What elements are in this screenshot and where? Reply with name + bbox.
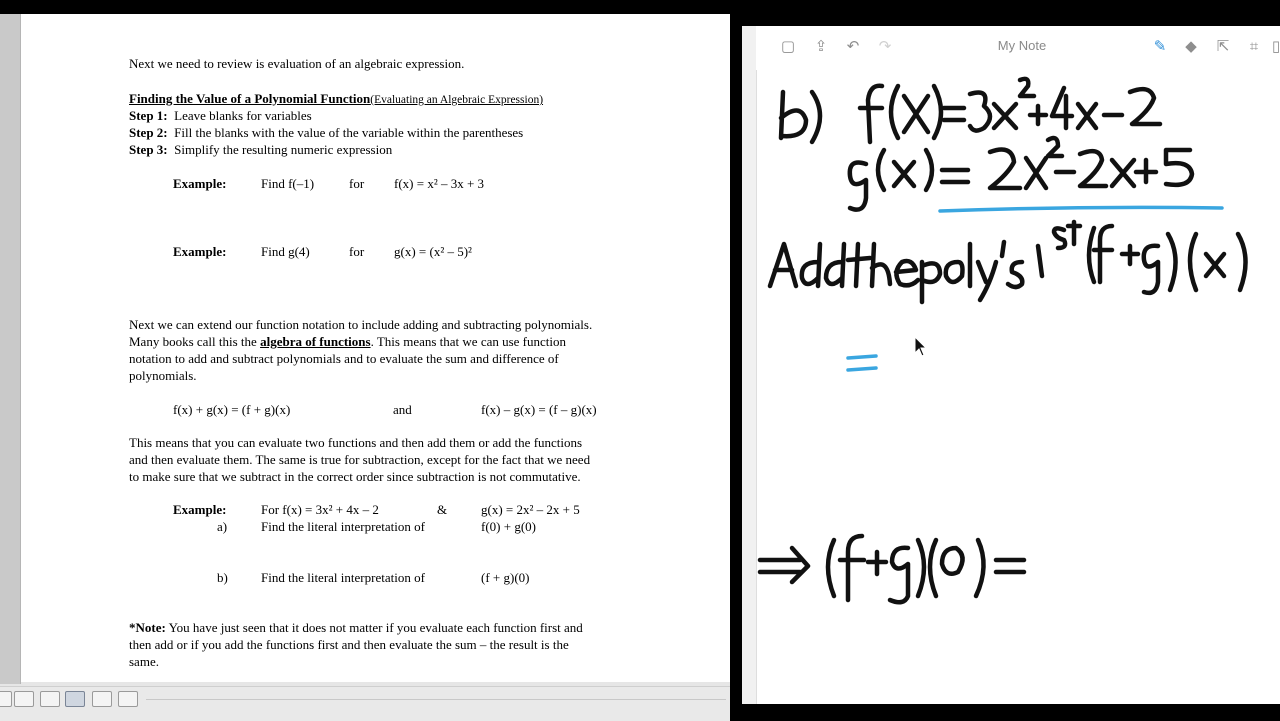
example-function: g(x) = (x² – 5)² [394, 244, 472, 259]
pen-icon[interactable]: ✎ [1153, 37, 1167, 55]
example-for: for [349, 244, 365, 259]
example-for: for [349, 176, 365, 191]
ink-accent-marks [848, 207, 1222, 370]
paragraph-line: polynomials. [129, 368, 197, 383]
panel-icon[interactable]: ▯ [1271, 37, 1280, 55]
ink-b-label [781, 92, 820, 142]
ink-equals [848, 356, 876, 370]
note-line: then add or if you add the functions first and then evaluate the sum – the result is the [129, 637, 569, 652]
share-icon[interactable]: ⇪ [814, 37, 828, 55]
part-b-text: Find the literal interpretation of [261, 570, 425, 585]
and-word: and [393, 402, 412, 417]
crop-icon[interactable]: ⌗ [1249, 37, 1259, 55]
part-b-expression: (f + g)(0) [481, 570, 530, 585]
pages-icon[interactable]: ▢ [780, 37, 796, 55]
paragraph-line: This means that you can evaluate two functions and then add them or add the functions [129, 435, 583, 450]
example-label: Example: [173, 176, 227, 191]
example-label: Example: [173, 502, 227, 517]
ink-f-definition [860, 79, 1160, 142]
part-b-label: b) [217, 570, 228, 585]
ink-add-polys [770, 222, 1246, 302]
ink-underline [940, 207, 1222, 211]
paragraph-line: and then evaluate them. The same is true for subtraction, except for the fact that we need [129, 452, 591, 467]
section-heading: Finding the Value of a Polynomial Function(Evaluating an Algebraic Expression) [129, 91, 544, 106]
mouse-cursor-icon [914, 336, 928, 358]
step-2: Step 2: Fill the blanks with the value of the variable within the parentheses [129, 125, 524, 140]
step-1: Step 1: Leave blanks for variables [129, 108, 312, 123]
ampersand: & [437, 502, 448, 517]
example-for-f: For f(x) = 3x² + 4x – 2 [261, 502, 379, 517]
undo-icon[interactable]: ↶ [846, 37, 860, 55]
difference-formula: f(x) – g(x) = (f – g)(x) [481, 402, 597, 417]
redo-icon[interactable]: ↷ [878, 37, 892, 55]
sum-formula: f(x) + g(x) = (f + g)(x) [173, 402, 291, 417]
example-label: Example: [173, 244, 227, 259]
part-a-expression: f(0) + g(0) [481, 519, 536, 534]
paragraph-line: Next we can extend our function notation to include adding and subtracting polynomials. [129, 317, 593, 332]
intro-line: Next we need to review is evaluation of an algebraic expression. [129, 56, 465, 71]
example-find: Find f(–1) [261, 176, 315, 191]
eraser-icon[interactable]: ◆ [1185, 37, 1197, 55]
example-function: f(x) = x² – 3x + 3 [394, 176, 485, 191]
part-a-text: Find the literal interpretation of [261, 519, 425, 534]
example-g: g(x) = 2x² – 2x + 5 [481, 502, 580, 517]
ink-evaluate [760, 536, 1024, 602]
note-line: same. [129, 654, 159, 669]
note-title: My Note [997, 38, 1047, 53]
note-bottom-bar [742, 704, 1280, 720]
ink-g-definition [850, 138, 1192, 210]
paragraph-line: notation to add and subtract polynomials and to evaluate the sum and difference of [129, 351, 559, 366]
paragraph-line: to make sure that we subtract in the correct order since subtraction is not commutative. [129, 469, 581, 484]
export-icon[interactable]: ⇱ [1216, 37, 1230, 55]
paragraph-line: Many books call this the algebra of functions. This means that we can use function [129, 334, 567, 349]
example-find: Find g(4) [261, 244, 310, 259]
note-line: *Note: You have just seen that it does not matter if you evaluate each function first and [129, 620, 583, 635]
step-3: Step 3: Simplify the resulting numeric expression [129, 142, 393, 157]
part-a-label: a) [217, 519, 228, 534]
